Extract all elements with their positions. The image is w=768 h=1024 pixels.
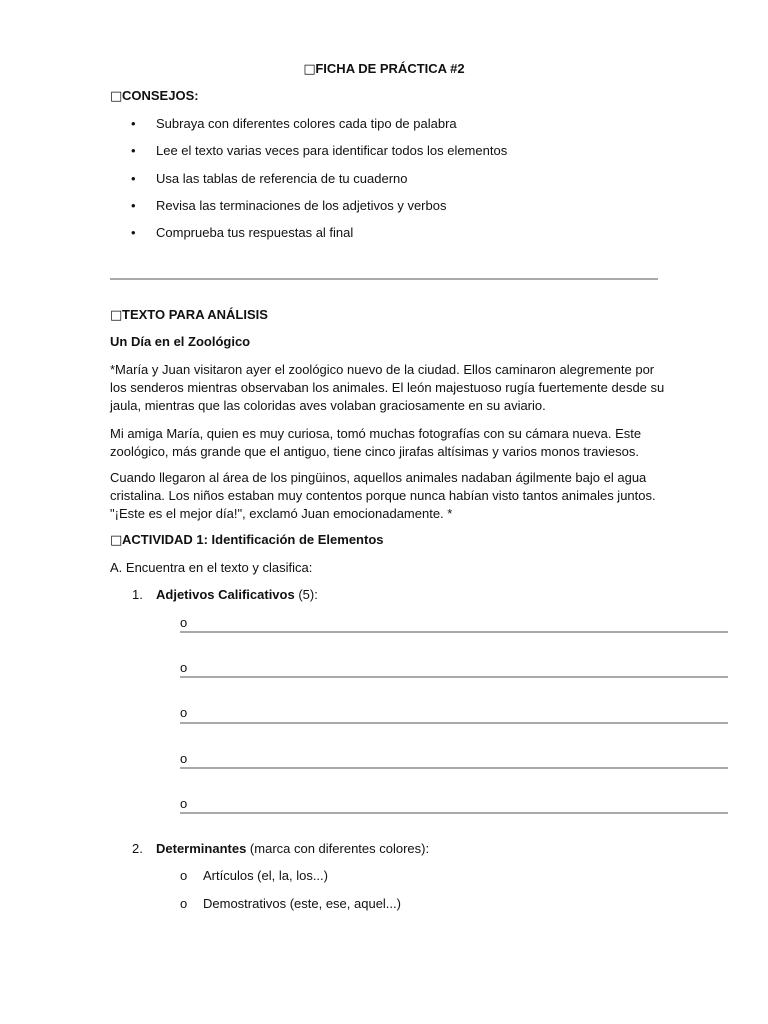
consejos-heading	[110, 88, 199, 104]
answer-marker: o	[180, 751, 188, 766]
list-item-text: Revisa las terminaciones de los adjetivos y verbos	[156, 198, 447, 213]
texto-heading-text: TEXTO PARA ANÁLISIS	[122, 307, 268, 322]
item-2-title: Determinantes	[156, 841, 247, 856]
placeholder-box-icon: □	[110, 89, 123, 104]
paragraph-line: Cuando llegaron al área de los pingüinos, aquellos animales nadaban ágilmente bajo el agua	[110, 470, 647, 485]
bullet-icon: •	[131, 225, 136, 240]
item-number: 2.	[132, 841, 143, 856]
subitem-text: Artículos (el, la, los...)	[203, 868, 328, 883]
list-item-text: Lee el texto varias veces para identificar todos los elementos	[156, 143, 508, 158]
paragraph-line: zoológico, más grande que el antiguo, tiene cinco jirafas altísimas y varios monos traviesos.	[110, 444, 639, 459]
placeholder-box-icon: □	[303, 62, 316, 77]
item-number: 1.	[132, 587, 143, 602]
subitem-text: Demostrativos (este, ese, aquel...)	[203, 896, 401, 911]
bullet-icon: •	[131, 116, 136, 131]
subitem-marker: o	[180, 896, 188, 911]
item-1-note: (5):	[294, 587, 318, 602]
actividad-heading	[110, 532, 384, 548]
list-item-text: Usa las tablas de referencia de tu cuaderno	[156, 171, 408, 186]
list-item-text: Subraya con diferentes colores cada tipo de palabra	[156, 116, 457, 131]
page-title-text: FICHA DE PRÁCTICA #2	[315, 61, 465, 76]
story-paragraph-2	[110, 425, 662, 461]
item-2-note: (marca con diferentes colores):	[246, 841, 430, 856]
story-paragraph-1	[110, 361, 665, 415]
bullet-icon: •	[131, 143, 136, 158]
paragraph-line: cristalina. Los niños estaban muy contentos porque nunca habían visto tantos animales juntos.	[110, 488, 656, 503]
answer-line[interactable]	[180, 812, 728, 814]
answer-marker: o	[180, 660, 188, 675]
section-divider	[110, 278, 658, 280]
texto-heading	[110, 307, 268, 323]
list-item-text: Comprueba tus respuestas al final	[156, 225, 354, 240]
bullet-icon: •	[131, 171, 136, 186]
paragraph-line: *María y Juan visitaron ayer el zoológico nuevo de la ciudad. Ellos caminaron alegremente por	[110, 362, 655, 377]
answer-marker: o	[180, 615, 188, 630]
answer-marker: o	[180, 796, 188, 811]
activity-instruction: A. Encuentra en el texto y clasifica:	[110, 560, 313, 575]
paragraph-line: "¡Este es el mejor día!", exclamó Juan emocionadamente. *	[110, 506, 453, 521]
item-2-label	[156, 841, 429, 856]
story-paragraph-3	[110, 469, 662, 523]
actividad-heading-text: ACTIVIDAD 1: Identificación de Elementos	[122, 532, 384, 547]
answer-line[interactable]	[180, 767, 728, 769]
placeholder-box-icon: □	[110, 533, 123, 548]
subitem-marker: o	[180, 868, 188, 883]
answer-marker: o	[180, 705, 188, 720]
item-1-label	[156, 587, 318, 602]
bullet-icon: •	[131, 198, 136, 213]
page-title	[0, 61, 768, 77]
paragraph-line: los senderos mientras observaban los animales. El león majestuoso rugía fuertemente desde su	[110, 380, 665, 395]
paragraph-line: Mi amiga María, quien es muy curiosa, tomó muchas fotografías con su cámara nueva. Este	[110, 426, 642, 441]
item-1-title: Adjetivos Calificativos	[156, 587, 295, 602]
answer-line[interactable]	[180, 722, 728, 724]
story-title: Un Día en el Zoológico	[110, 334, 251, 349]
paragraph-line: jaula, mientras que las coloridas aves volaban graciosamente en su aviario.	[110, 398, 546, 413]
consejos-heading-text: CONSEJOS:	[122, 88, 199, 103]
answer-line[interactable]	[180, 676, 728, 678]
answer-line[interactable]	[180, 631, 728, 633]
placeholder-box-icon: □	[110, 308, 123, 323]
